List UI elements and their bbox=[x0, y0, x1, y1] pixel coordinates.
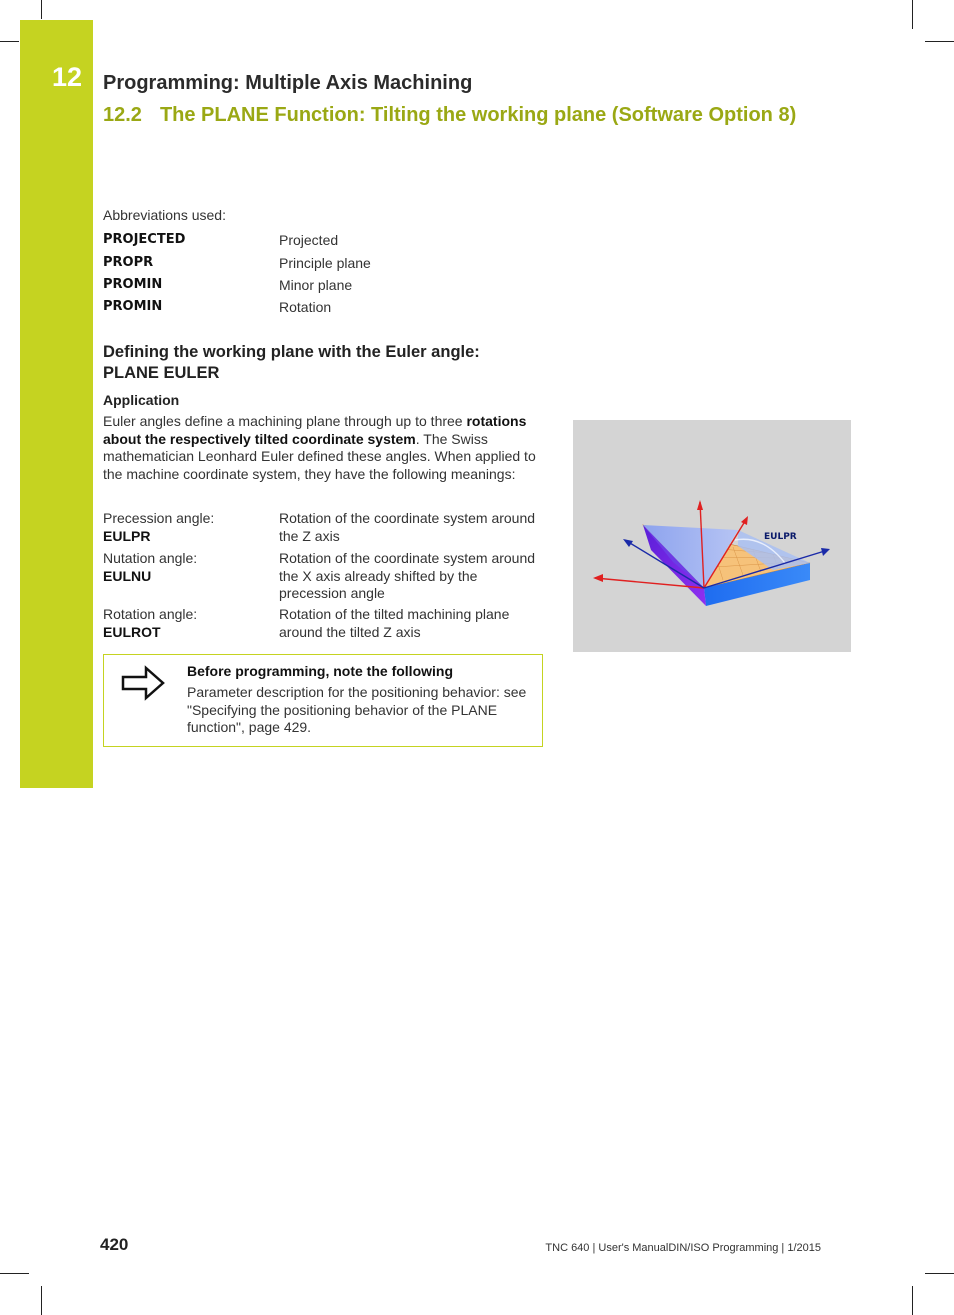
abbreviation-row bbox=[103, 255, 543, 275]
section-title: The PLANE Function: Tilting the working plane (Software Option 8) bbox=[159, 104, 797, 126]
crop-mark bbox=[925, 41, 954, 42]
subsection-title-line1: Defining the working plane with the Euler angle: bbox=[103, 343, 480, 361]
page-number: 420 bbox=[100, 1235, 129, 1254]
crop-mark bbox=[41, 0, 42, 19]
application-heading: Application bbox=[103, 392, 180, 408]
chapter-number: 12 bbox=[52, 62, 83, 92]
footer-text: TNC 640 | User's ManualDIN/ISO Programming | 1/2015 bbox=[545, 1242, 821, 1254]
definition-code: EULNU bbox=[103, 567, 152, 584]
crop-mark bbox=[41, 1286, 42, 1315]
abbreviations-intro: Abbreviations used: bbox=[103, 207, 226, 223]
definition-term bbox=[103, 510, 273, 545]
arrow-right-outline-icon bbox=[120, 665, 166, 701]
definition-description: Rotation of the tilted machining plane around the tilted Z axis bbox=[279, 606, 510, 640]
figure-label: EULPR bbox=[764, 532, 797, 542]
note-box bbox=[103, 654, 543, 747]
chapter-sidebar bbox=[20, 20, 93, 788]
crop-mark bbox=[912, 1286, 913, 1315]
abbreviation-key: PROJECTED bbox=[103, 232, 186, 247]
definition-description: Rotation of the coordinate system around the X axis already shifted by the precession angle bbox=[279, 550, 536, 601]
crop-mark bbox=[925, 1273, 954, 1274]
definition-code: EULROT bbox=[103, 623, 161, 640]
chapter-title: Programming: Multiple Axis Machining bbox=[103, 72, 473, 94]
abbreviation-row bbox=[103, 299, 543, 319]
para-end: . The Swiss mathematician Leonhard Euler defined these angles. When applied to the machine coordinate system, they have the following meanings: bbox=[103, 430, 536, 482]
definition-term bbox=[103, 606, 273, 641]
crop-mark bbox=[0, 41, 19, 42]
definition-code: EULPR bbox=[103, 527, 151, 544]
abbreviation-value: Principle plane bbox=[279, 255, 371, 271]
section-number: 12.2 bbox=[103, 104, 142, 126]
definition-term-label: Precession angle: bbox=[103, 510, 215, 526]
abbreviation-key: PROMIN bbox=[103, 299, 163, 314]
crop-mark bbox=[0, 1273, 29, 1274]
subsection-title bbox=[103, 342, 543, 384]
abbreviation-value: Minor plane bbox=[279, 277, 353, 293]
application-paragraph bbox=[103, 413, 548, 483]
section-heading bbox=[103, 104, 796, 127]
euler-figure bbox=[573, 420, 851, 652]
definition-term-label: Nutation angle: bbox=[103, 550, 198, 566]
definition-description: Rotation of the coordinate system around the Z axis bbox=[279, 510, 536, 544]
abbreviation-row bbox=[103, 277, 543, 297]
definition-term-label: Rotation angle: bbox=[103, 606, 198, 622]
abbreviation-row bbox=[103, 232, 543, 252]
euler-illustration bbox=[573, 420, 851, 652]
abbreviation-value: Rotation bbox=[279, 299, 332, 315]
abbreviation-key: PROPR bbox=[103, 255, 154, 270]
para-start: Euler angles define a machining plane through up to three bbox=[103, 413, 467, 429]
definition-term bbox=[103, 550, 273, 585]
note-body: Parameter description for the positioning behavior: see "Specifying the positioning behavior of the PLANE function", page 429. bbox=[187, 684, 527, 735]
subsection-title-line2: PLANE EULER bbox=[103, 364, 220, 382]
crop-mark bbox=[912, 0, 913, 29]
para-bold: rotations about the respectively tilted coordinate system bbox=[103, 413, 527, 447]
abbreviation-value: Projected bbox=[279, 232, 339, 248]
note-title: Before programming, note the following bbox=[187, 663, 453, 679]
abbreviation-key: PROMIN bbox=[103, 277, 163, 292]
